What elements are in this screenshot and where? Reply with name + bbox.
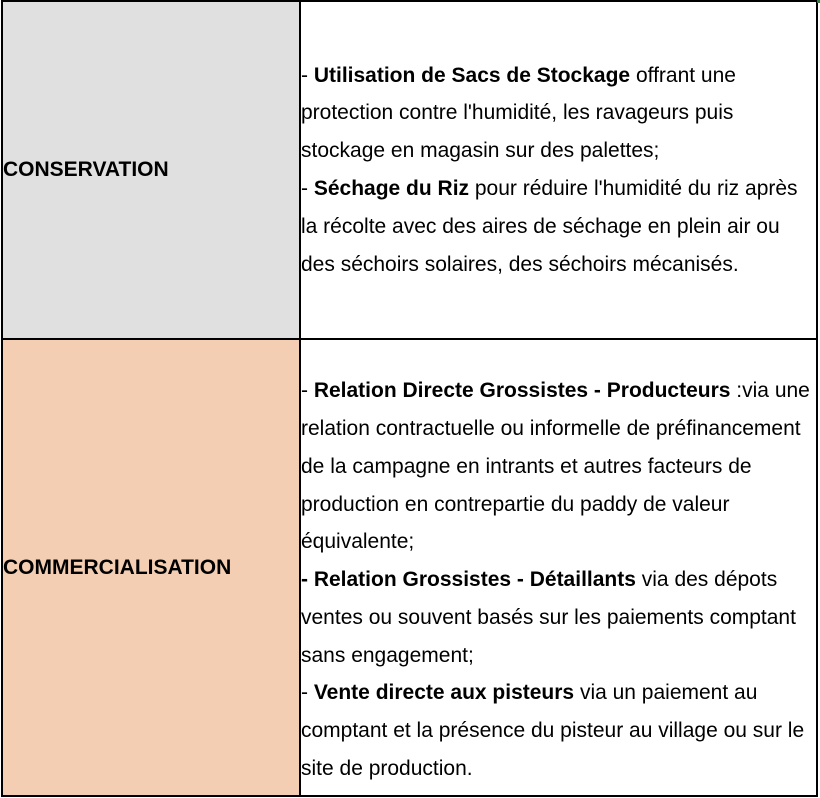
item-text: via un paiement au comptant et la présence du pisteur au village ou sur le site de production.: [301, 681, 805, 781]
item-text: :via une relation contractuelle ou informelle de préfinancement de la campagne en intrants et autres facteurs de production en contrepartie du paddy de valeur équivalente;: [301, 379, 810, 554]
item-text: via des dépots ventes ou souvent basés sur les paiements comptant sans engagement;: [301, 568, 796, 667]
item-bold-text: Séchage du Riz: [313, 177, 475, 200]
table-row-commercialisation: [2, 339, 817, 796]
row-label-commercialisation: COMMERCIALISATION: [2, 339, 300, 796]
list-item: [301, 57, 816, 170]
list-item: [301, 372, 816, 561]
item-text: offrant une protection contre l'humidité, les ravageurs puis stockage en magasin sur des palettes;: [301, 63, 736, 163]
row-content-commercialisation: [300, 339, 817, 796]
item-prefix: -: [301, 177, 314, 200]
list-item: [301, 674, 816, 787]
table-row-conservation: [2, 1, 817, 339]
row-label-conservation: CONSERVATION: [2, 1, 300, 339]
item-prefix: -: [301, 681, 314, 705]
item-bold-text: Vente directe aux pisteurs: [313, 681, 580, 705]
row-content-conservation: [300, 1, 817, 339]
item-text: pour réduire l'humidité du riz après la récolte avec des aires de séchage en plein air ou des séchoirs solaires, des séchoirs mécanisés.: [301, 177, 798, 276]
item-prefix: -: [301, 379, 314, 403]
item-bold-text: Relation Directe Grossistes - Producteurs: [313, 379, 731, 403]
item-prefix: -: [301, 63, 314, 87]
list-item: [301, 170, 816, 283]
list-item: [301, 561, 816, 674]
item-bold-text: Utilisation de Sacs de Stockage: [313, 63, 636, 87]
item-bold-text: - Relation Grossistes - Détaillants: [301, 568, 642, 592]
strategy-table: [1, 0, 818, 797]
